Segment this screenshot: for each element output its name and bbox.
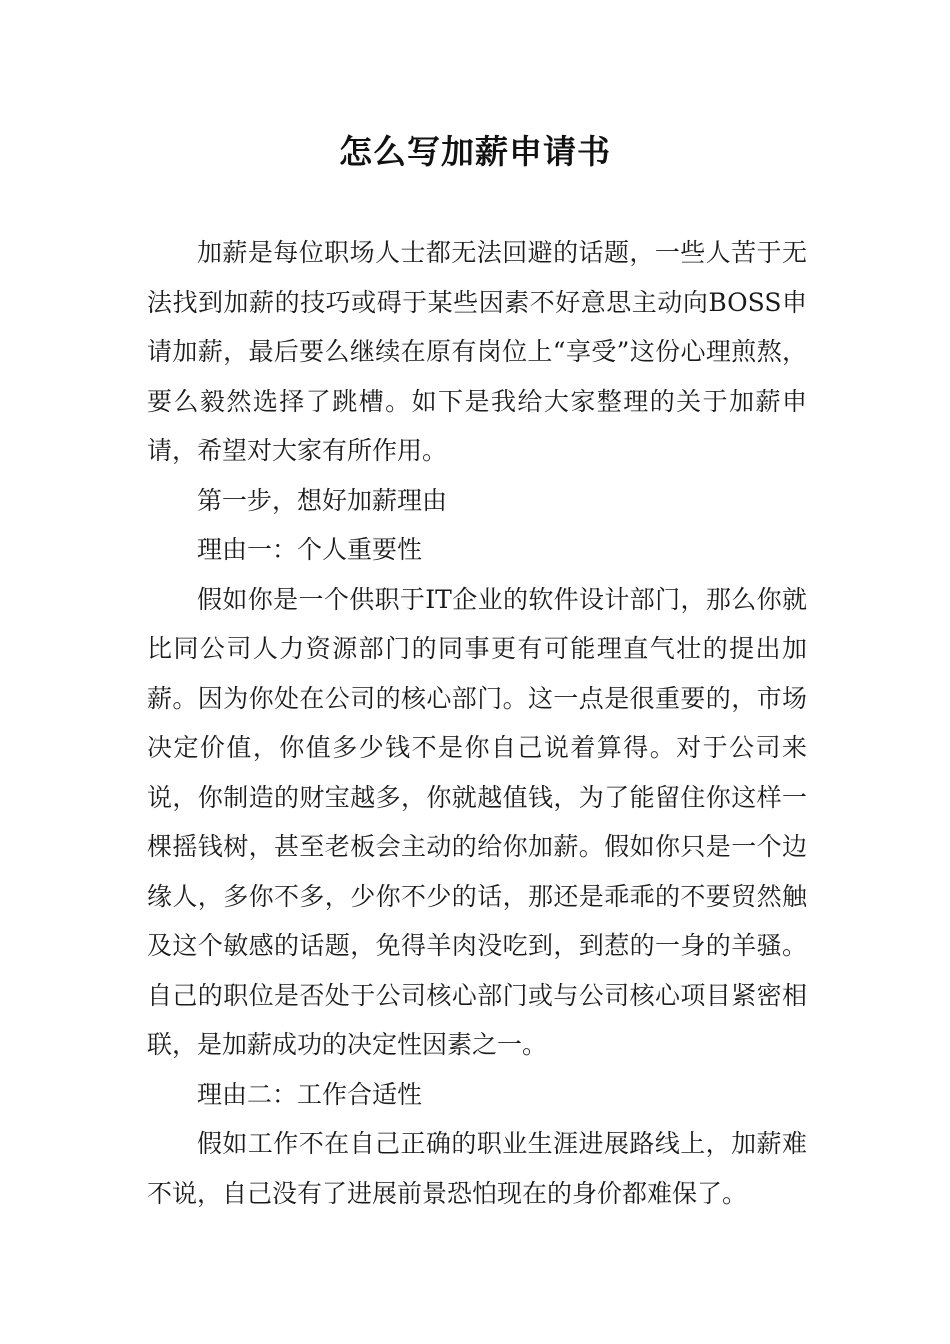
paragraph-reason-two-heading: 理由二：工作合适性 (197, 1079, 423, 1109)
paragraph-step-one-heading: 第一步，想好加薪理由 (197, 485, 448, 515)
paragraph-reason-two-body: 假如工作不在自己正确的职业生涯进展路线上，加薪难不说，自己没有了进展前景恐怕现在的身价都难保了。 (147, 1129, 807, 1208)
document-title: 怎么写加薪申请书 (339, 132, 611, 171)
document-body (147, 228, 807, 1218)
paragraph-reason-one-heading: 理由一：个人重要性 (197, 535, 423, 564)
paragraph-reason-one-body: 假如你是一个供职于IT企业的软件设计部门，那么你就比同公司人力资源部门的同事更有可能理直气壮的提出加薪。因为你处在公司的核心部门。这一点是很重要的，市场决定价值，你值多少钱不是你自己说着算得。对于公司来说，你制造的财宝越多，你就越值钱，为了能留住你这样一棵摇钱树，甚至老板会主动的给你加薪。假如你只是一个边缘人，多你不多，少你不少的话，那还是乖乖的不要贸然触及这个敏感的话题，免得羊肉没吃到，到惹的一身的羊骚。自己的职位是否处于公司核心部门或与公司核心项目紧密相联，是加薪成功的决定性因素之一。 (147, 584, 807, 1059)
paragraph-intro: 加薪是每位职场人士都无法回避的话题，一些人苦于无法找到加薪的技巧或碍于某些因素不好意思主动向BOSS申请加薪，最后要么继续在原有岗位上“享受”这份心理煎熬，要么毅然选择了跳槽。如下是我给大家整理的关于加薪申请，希望对大家有所作用。 (147, 238, 807, 465)
